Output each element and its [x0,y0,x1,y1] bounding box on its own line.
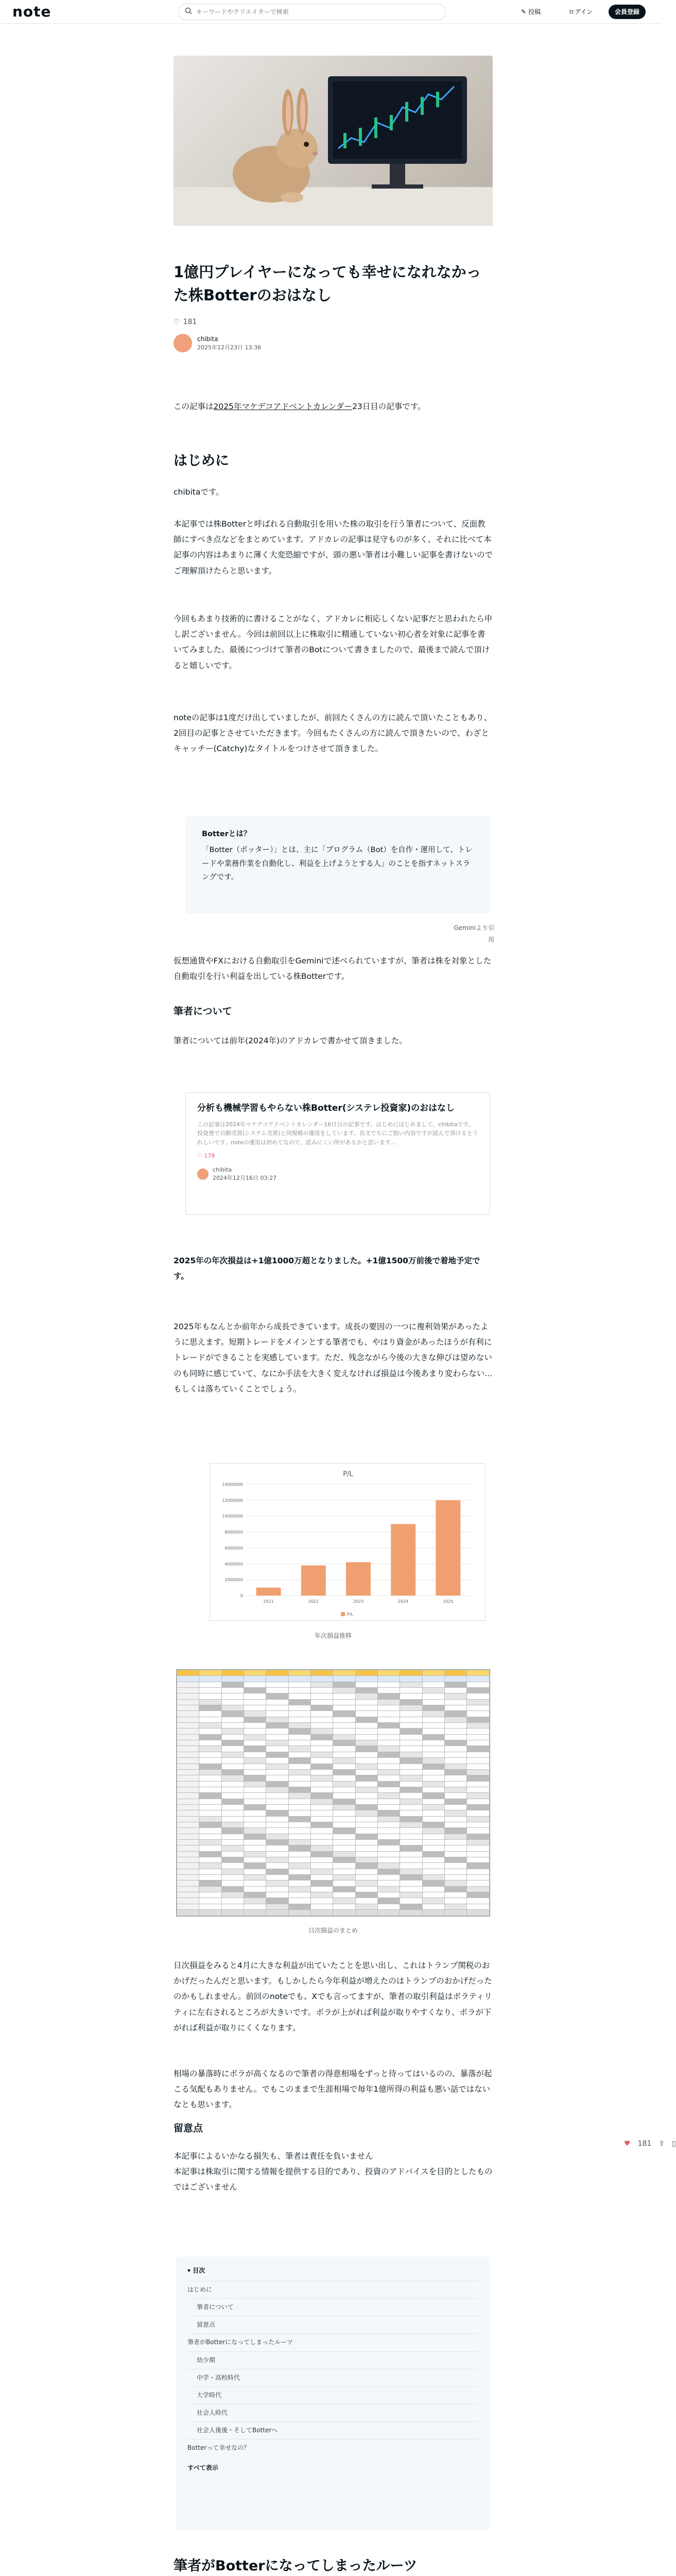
bar-2023 [346,1562,371,1596]
toc-item[interactable]: 社会人時代 [187,2404,479,2421]
y-tick-label: 12000000 [222,1498,243,1503]
embed-title[interactable]: 分析も機械学習もやらない株Botter(システレ投資家)のおはなし [197,1103,455,1113]
chart-svg [210,1464,486,1621]
search-input[interactable] [196,8,433,15]
quote-text: 「Botter（ボッター）」とは、主に「プログラム（Bot）を自作・運用して、トレードや業務作業を自動化し、利益を上げようとする人」のことを指すネットスラングです。 [202,845,473,882]
section-heading-disclaimer: 留意点 [174,2123,203,2134]
x-tick-label: 2024 [398,1599,409,1604]
pen-icon: ✎ [521,8,527,15]
x-tick-label: 2023 [353,1599,364,1604]
paragraph: 本記事では株Botterと呼ばれる自動取引を用いた株の取引を行う筆者について、反面教師にすべき点などをまとめています。アドカレの記事は見守ものが多く、それに比べて本記事の内容はあまりに薄く大変恐縮ですが、頭の悪い筆者は小難しい記事を書けないのでご理解頂けたらと思います。 [174,519,493,575]
toc-item[interactable]: 筆者がBotterになってしまったルーツ [187,2333,479,2351]
toc-item[interactable]: 幼少期 [187,2351,479,2369]
avatar [197,1168,209,1180]
paragraph: 筆者については前年(2024年)のアドカレで書かせて頂きました。 [174,1036,407,1045]
site-header [0,0,661,24]
y-tick-label: 14000000 [222,1482,243,1487]
monitor-graphic [328,76,467,189]
toc-item[interactable]: 社会人後後・そしてBotterへ [187,2421,479,2439]
hero-image [174,56,493,226]
legend-swatch [341,1612,345,1616]
bar-2025 [436,1500,460,1596]
note-logo[interactable]: note [12,3,51,20]
paragraph: noteの記事は1度だけ出していましたが、前回たくさんの方に読んで頂いたこともあり、2回目の記事とさせていただきます。今回もたくさんの方に読んで頂きたいので、わざとキャッチー(Catchy)なタイトルをつけさせて頂きました。 [174,713,492,754]
toc-item[interactable]: はじめに [187,2281,479,2298]
advent-calendar-link[interactable]: 2025年マケデコアドベントカレンダー [213,402,353,411]
section-heading-roots: 筆者がBotterになってしまったルーツ [174,2558,418,2574]
x-tick-label: 2025 [443,1599,454,1604]
pl-bar-chart [210,1463,486,1621]
embedded-article-card[interactable] [185,1092,490,1215]
result-heading: 2025年の年次損益は+1億1000万超となりました。+1億1500万前後で着地予定です。 [174,1256,480,1281]
signup-button[interactable] [609,5,646,19]
bookmark-icon[interactable]: ▯ [672,2140,676,2148]
bar-2021 [256,1588,281,1596]
y-tick-label: 8000000 [224,1530,243,1535]
chevron-down-icon: ▾ [187,2267,193,2274]
embed-date: 2024年12月16日 03:27 [213,1174,277,1181]
post-button[interactable] [515,5,547,19]
like-count: 181 [183,318,197,326]
post-label: 投稿 [528,8,541,15]
toc-item[interactable]: 中学・高校時代 [187,2369,479,2386]
quote-title: Botterとは？ [202,830,251,838]
legend-label: P/L [347,1612,353,1617]
rabbit-graphic [233,88,318,202]
y-tick-label: 0 [240,1594,243,1598]
login-label: ログイン [568,8,593,15]
avatar[interactable] [174,334,192,352]
bar-2022 [301,1565,326,1596]
paragraph: 相場の暴落時にボラが高くなるので筆者の得意相場をずっと待ってはいるのの、暴落が起こる気配もありません。でもこのままで生涯相場で毎年1億所得の利益も悪い話ではないなとも思います。 [174,2069,492,2110]
quote-caption: Geminiより引用 [454,924,494,943]
bar-2024 [391,1524,415,1596]
intro-paragraph: この記事は2025年マケデコアドベントカレンダー23日目の記事です。 [174,402,426,411]
x-tick-label: 2021 [263,1599,274,1604]
quote-box [185,816,490,914]
embed-description: この記事は2024年マケデコアドベントカレンダー16日目の記事です。はじめにはじめまして、chibitaです。投資歴で自動売買(システム売買)と同規模の運用をしています。長文でちにご拙い内容ですが読んで頂けるとうれしいです。noteの運用は初めてなので、読みにくい所があるかと思います... [197,1121,478,1146]
author-name[interactable]: chibita [197,335,218,343]
publish-date: 2025年12月23日 13:36 [197,344,262,351]
y-tick-label: 6000000 [224,1546,243,1551]
paragraph: 2025年もなんとか前年から成長できています。成長の要因の一つに複利効果があったように思えます。短期トレードをメインとする筆者でも、やはり資金があったほうが有利にトレードができることを実感しています。ただ、残念ながら今後の大きな伸びは望めないのも同時に感じていて、なにか手法を大きく変えなければ損益は今後あまり変わらない... もしくは落ちていくことでしょう。 [174,1322,492,1394]
toc-header[interactable]: ▾ 目次 [187,2267,205,2274]
toc-item[interactable]: 留意点 [187,2316,479,2333]
disclaimer-text: 本記事によるいかなる損失も、筆者は責任を負いません 本記事は株取引に関する情報を提供する目的であり、投資のアドバイスを目的としたものではございません [174,2151,493,2192]
like-counter[interactable] [174,315,197,329]
floating-like-count: 181 [637,2140,652,2148]
author-block[interactable] [174,334,261,352]
paragraph: 今回もあまり技術的に書けることがなく、アドカレに相応しくない記事だと思われたら申し訳ございません。今回は前回以上に株取引に精通していない初心者を対象に記事を書いてみました。最後につづけて筆者のBotについて書きましたので、最後まで読んで頂けると嬉しいです。 [174,614,493,670]
toc-item[interactable]: 大学時代 [187,2386,479,2404]
chart-title: P/L [343,1470,353,1478]
y-tick-label: 4000000 [224,1562,243,1567]
section-heading-hajimeni: はじめに [174,453,229,469]
paragraph: 仮想通貨やFXにおける自動取引をGeminiで述べられていますが、筆者は株を対象とした自動取引を行い利益を出している株Botterです。 [174,956,492,981]
table-of-contents [176,2257,490,2531]
heart-icon: ♡ [174,318,180,326]
daily-pl-table-image [176,1669,490,1917]
embed-likes: ♡ 178 [197,1153,215,1160]
y-tick-label: 10000000 [222,1514,243,1519]
search-icon [185,4,192,20]
share-icon[interactable]: ⇪ [658,2140,665,2148]
floating-actions [624,2137,676,2151]
author-line: chibitaです。 [174,487,224,497]
toc-item[interactable]: Botterって幸せなの？ [187,2439,479,2456]
section-heading-about: 筆者について [174,1006,232,1017]
embed-author: chibita [213,1166,232,1174]
table-caption: 日次損益のまとめ [308,1927,358,1934]
search-box[interactable] [178,4,446,20]
y-tick-label: 2000000 [224,1578,243,1583]
login-button[interactable] [562,5,599,19]
chart-caption: 年次損益推移 [314,1632,352,1639]
toc-item[interactable]: 筆者について [187,2298,479,2316]
signup-label: 会員登録 [615,8,640,15]
article-title: 1億円プレイヤーになっても幸せになれなかった株Botterのおはなし [174,263,481,304]
paragraph: 日次損益をみると4月に大きな利益が出ていたことを思い出し、これはトランプ関税のおかげだったんだと思います。もしかしたら今年利益が増えたのはトランプのおかげだったのかもしれません。前回のnoteでも、Xでも言ってますが、筆者の取引利益はボラティリティに左右されるところが大きいです。ボラが上がれば利益が取りやすくなり、ボラが下がれば利益が取りにくくなります。 [174,1961,492,2032]
toc-show-all-button[interactable]: すべて表示 [187,2464,218,2471]
heart-icon[interactable]: ♥ [624,2140,631,2148]
daily-table [177,1670,490,1916]
x-tick-label: 2022 [308,1599,319,1604]
